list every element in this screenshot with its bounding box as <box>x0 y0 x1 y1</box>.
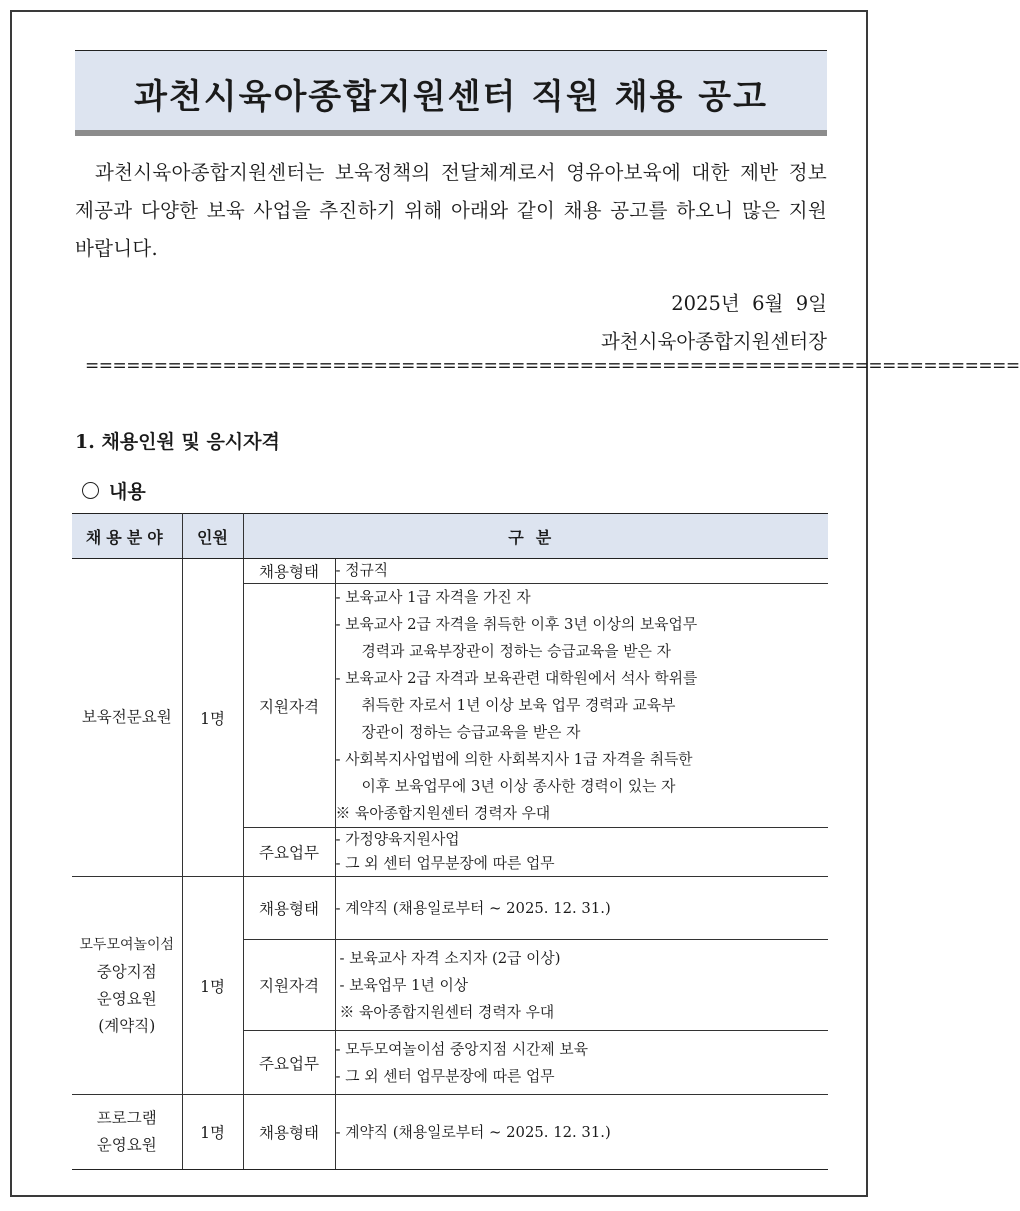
section-divider: ==================================================================== <box>85 356 1020 376</box>
count-cell: 1명 <box>182 559 243 877</box>
category-cell <box>72 1095 182 1170</box>
category-line: 운영요원 <box>96 989 157 1008</box>
page-title: 과천시육아종합지원센터 직원 채용 공고 <box>134 77 768 117</box>
list-item: 이후 보육업무에 3년 이상 종사한 경력이 있는 자 <box>361 778 676 795</box>
employment-label: 채용형태 <box>243 877 335 940</box>
header-division: 구분 <box>243 514 828 559</box>
section-heading: 1. 채용인원 및 응시자격 <box>75 431 280 453</box>
employment-value: - 정규직 <box>335 559 828 584</box>
title-underline <box>75 130 827 136</box>
category-cell: 보육전문요원 <box>72 559 182 877</box>
employment-value: - 계약직 (채용일로부터 ~ 2025. 12. 31.) <box>335 877 828 940</box>
list-item: - 보육교사 2급 자격과 보육관련 대학원에서 석사 학위를 <box>335 670 698 687</box>
list-item: - 그 외 센터 업무분장에 따른 업무 <box>335 855 555 872</box>
duty-label: 주요업무 <box>243 1031 335 1095</box>
count-cell: 1명 <box>182 1095 243 1170</box>
list-item: - 가정양육지원사업 <box>335 831 460 848</box>
title-box <box>75 50 827 136</box>
list-item: ※ 육아종합지원센터 경력자 우대 <box>335 805 551 822</box>
count-cell: 1명 <box>182 877 243 1095</box>
intro-paragraph: 과천시육아종합지원센터는 보육정책의 전달체계로서 영유아보육에 대한 제반 정보 제공과 다양한 보육 사업을 추진하기 위해 아래와 같이 채용 공고를 하오니 많은 지원 바랍니다. <box>75 161 827 260</box>
notice-date: 2025년 6월 9일 <box>671 292 827 315</box>
employment-label: 채용형태 <box>243 1095 335 1170</box>
recruitment-table <box>72 513 828 1170</box>
duty-list <box>335 828 828 877</box>
circle-bullet-icon <box>82 482 99 499</box>
category-line: 운영요원 <box>96 1136 157 1154</box>
category-line: 모두모여놀이섬 <box>79 936 175 953</box>
table-header-row <box>72 514 828 559</box>
list-item: 취득한 자로서 1년 이상 보육 업무 경력과 교육부 <box>361 697 676 714</box>
category-line: (계약직) <box>98 1016 156 1035</box>
list-item: 장관이 정하는 승급교육을 받은 자 <box>361 724 581 741</box>
employment-value: - 계약직 (채용일로부터 ~ 2025. 12. 31.) <box>335 1095 828 1170</box>
list-item: - 사회복지사업법에 의한 사회복지사 1급 자격을 취득한 <box>335 751 693 768</box>
list-item: - 보육교사 1급 자격을 가진 자 <box>335 589 531 606</box>
qualification-list <box>335 584 828 828</box>
qualification-list <box>335 940 828 1031</box>
duty-list <box>335 1031 828 1095</box>
notice-signer: 과천시육아종합지원센터장 <box>600 330 827 353</box>
category-line: 중앙지점 <box>96 962 157 981</box>
table-row <box>72 1095 828 1170</box>
header-count: 인원 <box>182 514 243 559</box>
category-line: 프로그램 <box>96 1109 157 1127</box>
duty-label: 주요업무 <box>243 828 335 877</box>
category-cell <box>72 877 182 1095</box>
list-item: - 모두모여놀이섬 중앙지점 시간제 보육 <box>335 1040 589 1058</box>
sub-heading-label: 내용 <box>109 481 146 503</box>
header-category: 채용분야 <box>72 514 182 559</box>
table-row <box>72 559 828 584</box>
list-item: - 그 외 센터 업무분장에 따른 업무 <box>335 1067 555 1085</box>
list-item: - 보육교사 자격 소지자 (2급 이상) <box>339 949 561 967</box>
sub-heading <box>82 477 146 504</box>
list-item: ※ 육아종합지원센터 경력자 우대 <box>339 1003 555 1021</box>
qualification-label: 지원자격 <box>243 584 335 828</box>
list-item: - 보육업무 1년 이상 <box>339 976 469 994</box>
table-row <box>72 877 828 940</box>
employment-label: 채용형태 <box>243 559 335 584</box>
list-item: - 보육교사 2급 자격을 취득한 이후 3년 이상의 보육업무 <box>335 616 698 633</box>
qualification-label: 지원자격 <box>243 940 335 1031</box>
list-item: 경력과 교육부장관이 정하는 승급교육을 받은 자 <box>361 643 671 660</box>
